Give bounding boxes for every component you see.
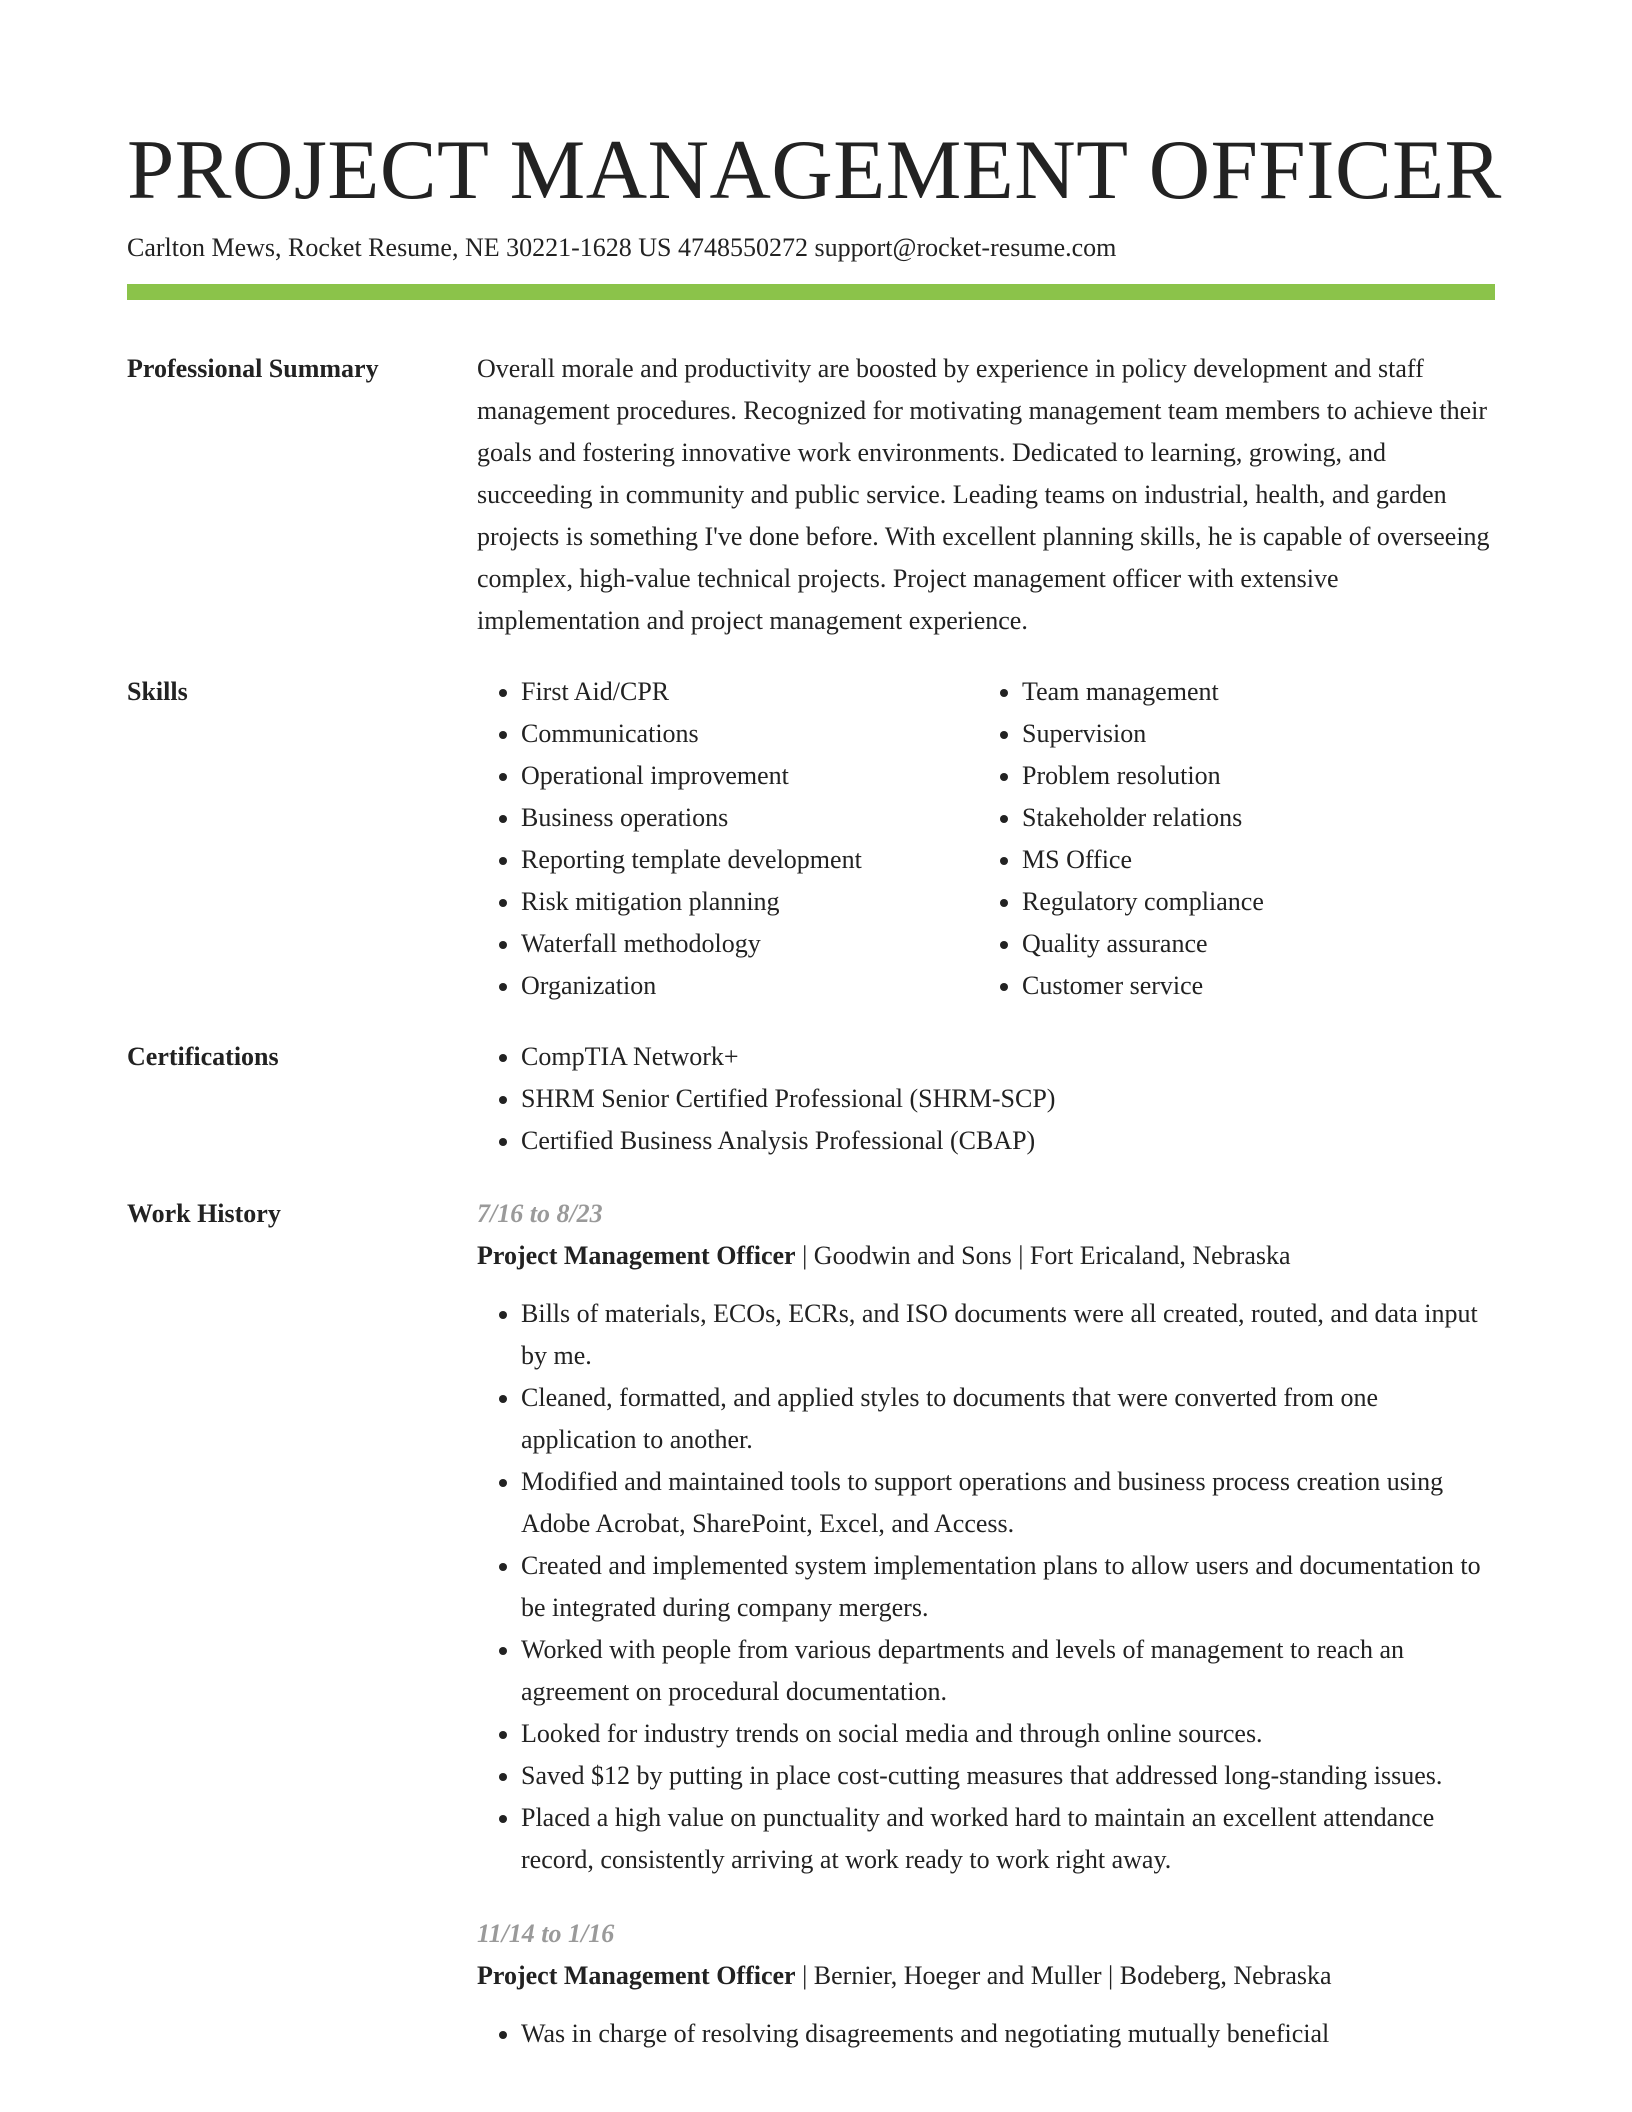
job-company-location: | Bernier, Hoeger and Muller | Bodeberg, Nebraska xyxy=(795,1961,1332,1990)
skill-item: • Waterfall methodology xyxy=(521,923,978,965)
work-history-body xyxy=(477,1193,1495,2087)
job-bullet: • Was in charge of resolving disagreements and negotiating mutually beneficial xyxy=(521,2013,1495,2055)
job-bullet: • Bills of materials, ECOs, ECRs, and ISO documents were all created, routed, and data input by me. xyxy=(521,1293,1495,1377)
job-title: Project Management Officer xyxy=(477,1241,796,1270)
certification-item: • SHRM Senior Certified Professional (SHRM-SCP) xyxy=(521,1078,1495,1120)
certifications-label: Certifications xyxy=(127,1042,279,1071)
job-entry xyxy=(477,1913,1495,2055)
job-bullet: • Created and implemented system implementation plans to allow users and documentation to be integrated during company mergers. xyxy=(521,1545,1495,1629)
job-bullet: • Cleaned, formatted, and applied styles to documents that were converted from one application to another. xyxy=(521,1377,1495,1461)
work-history-label: Work History xyxy=(127,1199,281,1228)
header-accent-rule xyxy=(127,284,1495,300)
contact-info: Carlton Mews, Rocket Resume, NE 30221-1628 US 4748550272 support@rocket-resume.com xyxy=(127,233,1117,262)
skill-item: • Operational improvement xyxy=(521,755,978,797)
skill-item: • MS Office xyxy=(1022,839,1479,881)
job-bullet: • Saved $12 by putting in place cost-cutting measures that addressed long-standing issues. xyxy=(521,1755,1495,1797)
skill-item: • Regulatory compliance xyxy=(1022,881,1479,923)
resume-name-heading: PROJECT MANAGEMENT OFFICER xyxy=(127,123,1502,217)
certification-item: • Certified Business Analysis Professional (CBAP) xyxy=(521,1120,1495,1162)
skill-item: • Team management xyxy=(1022,671,1479,713)
skills-label: Skills xyxy=(127,677,188,706)
summary-label: Professional Summary xyxy=(127,354,379,383)
skill-item: • Customer service xyxy=(1022,965,1479,1007)
certifications-body xyxy=(477,1036,1495,1162)
skill-item: • Quality assurance xyxy=(1022,923,1479,965)
skills-list-right xyxy=(978,671,1479,1007)
skill-item: • First Aid/CPR xyxy=(521,671,978,713)
skill-item: • Communications xyxy=(521,713,978,755)
skill-item: • Problem resolution xyxy=(1022,755,1479,797)
certification-item: • CompTIA Network+ xyxy=(521,1036,1495,1078)
skill-item: • Organization xyxy=(521,965,978,1007)
job-title-line xyxy=(477,1235,1495,1277)
summary-body xyxy=(477,348,1495,642)
job-title-line xyxy=(477,1955,1495,1997)
job-title: Project Management Officer xyxy=(477,1961,796,1990)
job-company-location: | Goodwin and Sons | Fort Ericaland, Nebraska xyxy=(795,1241,1291,1270)
skills-columns xyxy=(477,671,1495,1007)
job-bullet: • Worked with people from various departments and levels of management to reach an agreement on procedural documentation. xyxy=(521,1629,1495,1713)
job-bullet: • Placed a high value on punctuality and worked hard to maintain an excellent attendance record, consistently arriving at work ready to work right away. xyxy=(521,1797,1495,1881)
skill-item: • Risk mitigation planning xyxy=(521,881,978,923)
summary-text: Overall morale and productivity are boosted by experience in policy development and staff management procedures. Recognized for motivating management team members to achieve their goals and fostering innovative work environments. Dedicated to learning, growing, and succeeding in community and public service. Leading teams on industrial, health, and garden projects is something I've done before. With excellent planning skills, he is capable of overseeing complex, high-value technical projects. Project management officer with extensive implementation and project management experience. xyxy=(477,354,1490,635)
job-dates: 11/14 to 1/16 xyxy=(477,1919,615,1948)
skill-item: • Supervision xyxy=(1022,713,1479,755)
skill-item: • Reporting template development xyxy=(521,839,978,881)
job-dates: 7/16 to 8/23 xyxy=(477,1199,603,1228)
skill-item: • Stakeholder relations xyxy=(1022,797,1479,839)
job-bullets xyxy=(477,1293,1495,1881)
job-bullet: • Looked for industry trends on social media and through online sources. xyxy=(521,1713,1495,1755)
certifications-list xyxy=(477,1036,1495,1162)
skills-list-left xyxy=(477,671,978,1007)
job-bullets xyxy=(477,2013,1495,2055)
skill-item: • Business operations xyxy=(521,797,978,839)
job-entry xyxy=(477,1193,1495,1881)
job-bullet: • Modified and maintained tools to support operations and business process creation using Adobe Acrobat, SharePoint, Excel, and Access. xyxy=(521,1461,1495,1545)
